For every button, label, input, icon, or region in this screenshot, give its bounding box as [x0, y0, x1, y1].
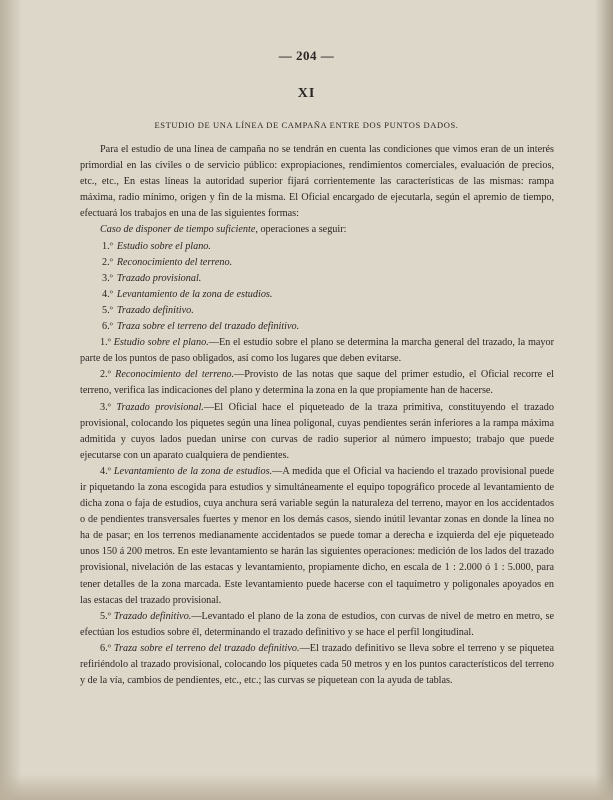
page-bottom-stain — [0, 774, 613, 800]
steps-list — [80, 239, 554, 336]
paragraph-text: —A medida que el Oficial va haciendo el trazado provisional puede ir piquetando la zona escogida para estudios y simultáneamente el equipo topográfico procede al levantamiento de dicha zona o faja de estudios, cuya anchura será variable según la naturaleza del terreno, mayor en los accidentados o de pendientes transversales fuertes y menor en los demás casos, siendo inútil levantar zonas en donde la línea no ha de pasar; en los terrenos medianamente accidentados se puede tomar a derecha e izquierda del eje piqueteado unos 150 á 200 metros. En este levantamiento se harán las siguientes operaciones: medición de los lados del trazado provisional, nivelación de las estacas y levantamiento, propiamente dicho, en escala de 1 : 2.000 ó 1 : 5.000, para tener detalles de la zona marcada. Este levantamiento puede hacerse con el taquímetro y poligonales apoyados en las estacas del trazado provisional. — [80, 465, 554, 606]
step-number: 4.º — [102, 288, 113, 300]
paragraph-number: 3.º — [100, 401, 111, 413]
section-paragraph-3 — [80, 400, 554, 464]
case-rest: , operaciones a seguir: — [255, 224, 347, 236]
section-paragraph-2 — [80, 367, 554, 399]
paragraph-heading: Estudio sobre el plano. — [113, 337, 209, 349]
section-paragraph-5 — [80, 609, 554, 641]
paragraph-number: 6.º — [100, 642, 111, 654]
paragraph-text: —Levantado el plano de la zona de estudios, con curvas de nivel de metro en metro, se efectúan los estudios sobre él, determinando el trazado definitivo y se hace el perfil longitudinal. — [80, 610, 555, 638]
step-label: Estudio sobre el plano. — [116, 240, 211, 252]
chapter-number: XI — [297, 86, 316, 101]
case-line — [80, 222, 554, 238]
section-paragraph-4 — [80, 464, 554, 609]
paragraph-heading: Traza sobre el terreno del trazado definitivo. — [113, 642, 300, 654]
step-number: 6.º — [102, 321, 113, 333]
step-number: 5.º — [102, 304, 113, 316]
page-number: — 204 — — [278, 48, 335, 63]
paragraph-heading: Trazado definitivo. — [113, 610, 192, 622]
step-label: Levantamiento de la zona de estudios. — [116, 288, 273, 300]
step-label: Traza sobre el terreno del trazado definitivo. — [116, 321, 300, 333]
list-item — [102, 287, 554, 303]
step-label: Trazado definitivo. — [116, 304, 194, 316]
section-paragraph-1 — [80, 335, 554, 367]
paragraph-text: —El trazado definitivo se lleva sobre el terreno y se piquetea refiriéndolo al trazado provisional, colocando los piquetes cada 50 metros y en los puntos característicos del terreno y de la vía, cambios de pendientes, etc., etc.; las curvas se piquetean con la ayuda de tablas. — [80, 642, 555, 687]
paragraph-number: 4.º — [100, 465, 111, 477]
paragraph-number: 1.º — [100, 337, 111, 349]
body-text — [80, 142, 554, 689]
paragraph-text: —El Oficial hace el piqueteado de la traza primitiva, constituyendo el trazado provisional, colocando los piquetes según una línea poligonal, cuyas pendientes serán inferiores a la rampa máxima admitida y cuyos lados puedan unirse con curvas de radio superior al número impuesto; trabajo que puede ejecutarse con un aparato cualquiera de pendientes. — [80, 401, 554, 461]
paragraph-number: 5.º — [100, 610, 111, 622]
paragraph-heading: Reconocimiento del terreno. — [115, 369, 235, 381]
case-heading: Caso de disponer de tiempo suficiente — [100, 224, 256, 236]
list-item — [102, 303, 554, 319]
list-item — [102, 319, 554, 335]
list-item — [102, 271, 554, 287]
paragraph-text: —Provisto de las notas que saque del primer estudio, el Oficial recorre el terreno, verifica las indicaciones del plano y determina la zona en la que propiamente han de hacerse. — [80, 369, 554, 397]
paragraph-number: 2.º — [100, 369, 111, 381]
step-number: 3.º — [102, 272, 113, 284]
section-paragraph-6 — [80, 641, 554, 689]
step-number: 2.º — [102, 256, 113, 268]
intro-paragraph: Para el estudio de una línea de campaña no se tendrán en cuenta las condiciones que vimos eran de un interés primordial en las civiles o de servicio público: expropiaciones, rendimientos comerciales, evaluación de precios, etc., etc., En estas líneas la autoridad superior fijará corrientemente las características de las mismas: rampa máxima, radio mínimo, origen y fin de la misma. El Oficial encargado de ejecutarla, según el apremio de tiempo, efectuará los trabajos en una de las siguientes formas: — [80, 144, 554, 220]
paragraph-heading: Levantamiento de la zona de estudios. — [113, 465, 273, 477]
list-item — [102, 239, 554, 255]
paragraph-text: —En el estudio sobre el plano se determina la marcha general del trazado, la mayor parte de los puntos de paso obligados, así como los lugares que deben evitarse. — [80, 337, 555, 365]
step-label: Trazado provisional. — [116, 272, 202, 284]
chapter-title: ESTUDIO DE UNA LÍNEA DE CAMPAÑA ENTRE DOS PUNTOS DADOS. — [154, 120, 459, 130]
step-number: 1.º — [102, 240, 113, 252]
step-label: Reconocimiento del terreno. — [116, 256, 233, 268]
list-item — [102, 255, 554, 271]
paragraph-heading: Trazado provisional. — [116, 401, 204, 413]
